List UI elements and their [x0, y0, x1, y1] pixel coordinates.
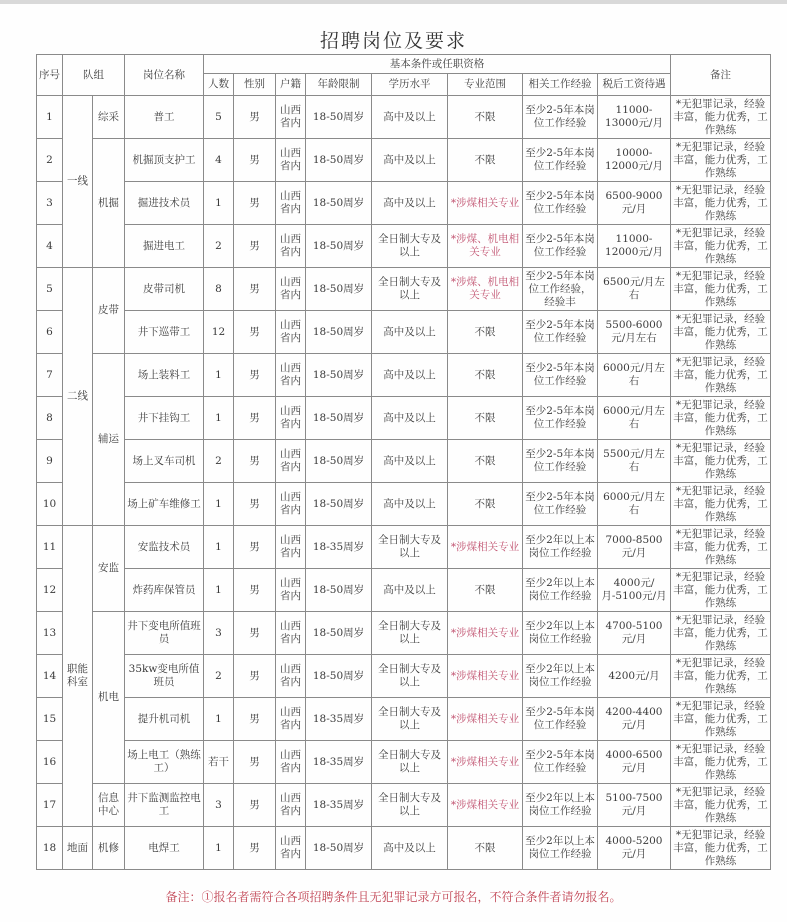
- cell-education: 全日制大专及以上: [372, 784, 448, 827]
- cell-seq: 1: [37, 96, 63, 139]
- cell-hukou: 山西省内: [276, 784, 306, 827]
- cell-seq: 11: [37, 526, 63, 569]
- cell-seq: 12: [37, 569, 63, 612]
- cell-age: 18-50周岁: [306, 96, 372, 139]
- cell-seq: 2: [37, 139, 63, 182]
- cell-age: 18-50周岁: [306, 569, 372, 612]
- cell-education: 全日制大专及以上: [372, 268, 448, 311]
- cell-count: 8: [204, 268, 234, 311]
- cell-count: 1: [204, 182, 234, 225]
- cell-note: *无犯罪记录，经验丰富，能力优秀，工作熟练: [671, 612, 771, 655]
- cell-post: 掘进技术员: [125, 182, 204, 225]
- cell-experience: 至少2-5年本岗位工作经验: [523, 225, 598, 268]
- cell-count: 1: [204, 698, 234, 741]
- table-row: [37, 354, 771, 397]
- cell-note: *无犯罪记录，经验丰富，能力优秀，工作熟练: [671, 139, 771, 182]
- cell-experience: 至少2-5年本岗位工作经验: [523, 311, 598, 354]
- cell-age: 18-50周岁: [306, 354, 372, 397]
- header-education: 学历水平: [372, 74, 448, 96]
- cell-gender: 男: [234, 311, 276, 354]
- table-row: [37, 698, 771, 741]
- cell-education: 全日制大专及以上: [372, 741, 448, 784]
- cell-salary: 6500元/月左右: [598, 268, 671, 311]
- cell-seq: 3: [37, 182, 63, 225]
- cell-major: *涉煤相关专业: [448, 182, 523, 225]
- cell-gender: 男: [234, 612, 276, 655]
- cell-gender: 男: [234, 741, 276, 784]
- cell-experience: 至少2年以上本岗位工作经验: [523, 655, 598, 698]
- cell-education: 全日制大专及以上: [372, 526, 448, 569]
- cell-gender: 男: [234, 440, 276, 483]
- cell-hukou: 山西省内: [276, 827, 306, 870]
- cell-major: 不限: [448, 569, 523, 612]
- cell-note: *无犯罪记录，经验丰富，能力优秀，工作熟练: [671, 526, 771, 569]
- cell-salary: 6000元/月左右: [598, 397, 671, 440]
- team-ground: 地面: [63, 827, 93, 870]
- cell-salary: 6000元/月左右: [598, 483, 671, 526]
- cell-experience: 至少2年以上本岗位工作经验: [523, 827, 598, 870]
- cell-major: 不限: [448, 139, 523, 182]
- cell-count: 1: [204, 526, 234, 569]
- subgroup-zongcai: 综采: [93, 96, 125, 139]
- cell-gender: 男: [234, 268, 276, 311]
- table-row: [37, 483, 771, 526]
- cell-post: 场上装料工: [125, 354, 204, 397]
- cell-major: 不限: [448, 311, 523, 354]
- header-gender: 性别: [234, 74, 276, 96]
- cell-age: 18-35周岁: [306, 741, 372, 784]
- table-row: [37, 655, 771, 698]
- cell-age: 18-35周岁: [306, 784, 372, 827]
- cell-age: 18-35周岁: [306, 526, 372, 569]
- cell-count: 3: [204, 612, 234, 655]
- cell-hukou: 山西省内: [276, 139, 306, 182]
- cell-hukou: 山西省内: [276, 612, 306, 655]
- subgroup-jixiu: 机修: [93, 827, 125, 870]
- subgroup-xinxi: 信息中心: [93, 784, 125, 827]
- cell-salary: 4200元/月: [598, 655, 671, 698]
- cell-experience: 至少2-5年本岗位工作经验: [523, 440, 598, 483]
- cell-age: 18-50周岁: [306, 268, 372, 311]
- cell-count: 1: [204, 354, 234, 397]
- cell-note: *无犯罪记录，经验丰富，能力优秀，工作熟练: [671, 354, 771, 397]
- header-experience: 相关工作经验: [523, 74, 598, 96]
- cell-major: *涉煤相关专业: [448, 784, 523, 827]
- cell-post: 电焊工: [125, 827, 204, 870]
- cell-experience: 至少2-5年本岗位工作经验: [523, 139, 598, 182]
- cell-major: 不限: [448, 354, 523, 397]
- cell-experience: 至少2-5年本岗位工作经验: [523, 741, 598, 784]
- cell-age: 18-50周岁: [306, 440, 372, 483]
- cell-post: 安监技术员: [125, 526, 204, 569]
- cell-experience: 至少2-5年本岗位工作经验: [523, 397, 598, 440]
- cell-hukou: 山西省内: [276, 569, 306, 612]
- cell-note: *无犯罪记录，经验丰富，能力优秀，工作熟练: [671, 225, 771, 268]
- cell-seq: 18: [37, 827, 63, 870]
- table-row: [37, 526, 771, 569]
- cell-count: 4: [204, 139, 234, 182]
- cell-age: 18-50周岁: [306, 225, 372, 268]
- cell-major: *涉煤相关专业: [448, 612, 523, 655]
- cell-note: *无犯罪记录，经验丰富，能力优秀，工作熟练: [671, 784, 771, 827]
- cell-salary: 11000-13000元/月: [598, 96, 671, 139]
- cell-major: *涉煤相关专业: [448, 526, 523, 569]
- cell-count: 12: [204, 311, 234, 354]
- cell-gender: 男: [234, 397, 276, 440]
- cell-count: 1: [204, 483, 234, 526]
- header-post: 岗位名称: [125, 55, 204, 96]
- cell-major: *涉煤、机电相关专业: [448, 268, 523, 311]
- cell-note: *无犯罪记录，经验丰富，能力优秀，工作熟练: [671, 741, 771, 784]
- header-team: 队组: [63, 55, 125, 96]
- cell-age: 18-50周岁: [306, 182, 372, 225]
- subgroup-jidian: 机电: [93, 612, 125, 784]
- cell-experience: 至少2-5年本岗位工作经验: [523, 182, 598, 225]
- cell-salary: 4000元/月-5100元/月: [598, 569, 671, 612]
- header-salary: 税后工资待遇: [598, 74, 671, 96]
- team-line1: 一线: [63, 96, 93, 268]
- cell-salary: 4200-4400元/月: [598, 698, 671, 741]
- cell-post: 普工: [125, 96, 204, 139]
- cell-hukou: 山西省内: [276, 483, 306, 526]
- cell-age: 18-50周岁: [306, 139, 372, 182]
- cell-major: *涉煤、机电相关专业: [448, 225, 523, 268]
- header-hukou: 户籍: [276, 74, 306, 96]
- cell-note: *无犯罪记录，经验丰富，能力优秀，工作熟练: [671, 397, 771, 440]
- cell-salary: 6000元/月左右: [598, 354, 671, 397]
- cell-gender: 男: [234, 827, 276, 870]
- table-row: [37, 569, 771, 612]
- subgroup-anjian: 安监: [93, 526, 125, 612]
- cell-post: 掘进电工: [125, 225, 204, 268]
- page-title: 招聘岗位及要求: [319, 30, 467, 52]
- cell-seq: 10: [37, 483, 63, 526]
- cell-count: 5: [204, 96, 234, 139]
- cell-hukou: 山西省内: [276, 440, 306, 483]
- cell-seq: 5: [37, 268, 63, 311]
- cell-hukou: 山西省内: [276, 526, 306, 569]
- cell-seq: 17: [37, 784, 63, 827]
- cell-seq: 14: [37, 655, 63, 698]
- cell-education: 全日制大专及以上: [372, 655, 448, 698]
- header-seq: 序号: [37, 55, 63, 96]
- subgroup-pidai: 皮带: [93, 268, 125, 354]
- cell-post: 场上叉车司机: [125, 440, 204, 483]
- cell-note: *无犯罪记录，经验丰富，能力优秀，工作熟练: [671, 483, 771, 526]
- table-row: [37, 612, 771, 655]
- cell-experience: 至少2-5年本岗位工作经验: [523, 483, 598, 526]
- cell-experience: 至少2-5年本岗位工作经验: [523, 354, 598, 397]
- cell-education: 高中及以上: [372, 139, 448, 182]
- team-functional: 职能科室: [63, 526, 93, 827]
- cell-major: 不限: [448, 96, 523, 139]
- cell-gender: 男: [234, 784, 276, 827]
- subgroup-jijue: 机掘: [93, 139, 125, 268]
- table-row: [37, 311, 771, 354]
- cell-count: 2: [204, 440, 234, 483]
- cell-gender: 男: [234, 698, 276, 741]
- header-basic-conditions: 基本条件或任职资格: [204, 55, 671, 74]
- cell-seq: 9: [37, 440, 63, 483]
- cell-hukou: 山西省内: [276, 354, 306, 397]
- cell-gender: 男: [234, 569, 276, 612]
- cell-salary: 5500元/月左右: [598, 440, 671, 483]
- cell-post: 井下监测监控电工: [125, 784, 204, 827]
- cell-hukou: 山西省内: [276, 96, 306, 139]
- cell-education: 高中及以上: [372, 182, 448, 225]
- cell-note: *无犯罪记录，经验丰富，能力优秀，工作熟练: [671, 698, 771, 741]
- cell-salary: 4000-5200元/月: [598, 827, 671, 870]
- cell-experience: 至少2-5年本岗位工作经验，经验丰: [523, 268, 598, 311]
- cell-education: 全日制大专及以上: [372, 698, 448, 741]
- cell-education: 全日制大专及以上: [372, 612, 448, 655]
- cell-experience: 至少2年以上本岗位工作经验: [523, 612, 598, 655]
- cell-age: 18-50周岁: [306, 612, 372, 655]
- cell-post: 35kw变电所值班员: [125, 655, 204, 698]
- cell-experience: 至少2年以上本岗位工作经验: [523, 526, 598, 569]
- cell-count: 1: [204, 827, 234, 870]
- cell-major: *涉煤相关专业: [448, 741, 523, 784]
- cell-education: 高中及以上: [372, 96, 448, 139]
- cell-note: *无犯罪记录，经验丰富，能力优秀，工作熟练: [671, 96, 771, 139]
- cell-count: 若干: [204, 741, 234, 784]
- cell-education: 高中及以上: [372, 827, 448, 870]
- cell-post: 皮带司机: [125, 268, 204, 311]
- cell-age: 18-50周岁: [306, 397, 372, 440]
- cell-post: 场上电工（熟练工）: [125, 741, 204, 784]
- cell-note: *无犯罪记录，经验丰富，能力优秀，工作熟练: [671, 569, 771, 612]
- cell-major: 不限: [448, 827, 523, 870]
- header-note: 备注: [671, 55, 771, 96]
- cell-hukou: 山西省内: [276, 655, 306, 698]
- cell-hukou: 山西省内: [276, 225, 306, 268]
- cell-experience: 至少2-5年本岗位工作经验: [523, 698, 598, 741]
- cell-education: 高中及以上: [372, 397, 448, 440]
- cell-salary: 4000-6500元/月: [598, 741, 671, 784]
- cell-age: 18-50周岁: [306, 311, 372, 354]
- cell-salary: 5500-6000元/月左右: [598, 311, 671, 354]
- cell-salary: 5100-7500元/月: [598, 784, 671, 827]
- cell-post: 提升机司机: [125, 698, 204, 741]
- cell-salary: 11000-12000元/月: [598, 225, 671, 268]
- cell-education: 高中及以上: [372, 483, 448, 526]
- cell-post: 井下巡带工: [125, 311, 204, 354]
- footer-note: 备注：①报名者需符合各项招聘条件且无犯罪记录方可报名，不符合条件者请勿报名。: [165, 890, 622, 904]
- cell-seq: 13: [37, 612, 63, 655]
- table-row: [37, 268, 771, 311]
- table-row: [37, 440, 771, 483]
- cell-age: 18-50周岁: [306, 483, 372, 526]
- page-top-edge: [0, 0, 787, 4]
- cell-post: 场上矿车维修工: [125, 483, 204, 526]
- header-age: 年龄限制: [306, 74, 372, 96]
- cell-gender: 男: [234, 96, 276, 139]
- cell-count: 2: [204, 225, 234, 268]
- cell-note: *无犯罪记录，经验丰富，能力优秀，工作熟练: [671, 440, 771, 483]
- cell-gender: 男: [234, 655, 276, 698]
- cell-gender: 男: [234, 483, 276, 526]
- cell-post: 井下挂钩工: [125, 397, 204, 440]
- cell-gender: 男: [234, 526, 276, 569]
- table-body: [37, 96, 771, 870]
- recruitment-table: [36, 54, 771, 870]
- cell-count: 2: [204, 655, 234, 698]
- cell-major: *涉煤相关专业: [448, 655, 523, 698]
- cell-education: 高中及以上: [372, 569, 448, 612]
- table-row: [37, 96, 771, 139]
- subgroup-fuyun: 辅运: [93, 354, 125, 526]
- cell-gender: 男: [234, 139, 276, 182]
- cell-hukou: 山西省内: [276, 397, 306, 440]
- cell-seq: 16: [37, 741, 63, 784]
- cell-major: 不限: [448, 440, 523, 483]
- cell-count: 1: [204, 569, 234, 612]
- cell-salary: 10000-12000元/月: [598, 139, 671, 182]
- cell-count: 1: [204, 397, 234, 440]
- table-row: [37, 139, 771, 182]
- cell-experience: 至少2年以上本岗位工作经验: [523, 569, 598, 612]
- cell-note: *无犯罪记录，经验丰富，能力优秀，工作熟练: [671, 827, 771, 870]
- cell-note: *无犯罪记录，经验丰富，能力优秀，工作熟练: [671, 182, 771, 225]
- cell-education: 全日制大专及以上: [372, 225, 448, 268]
- cell-hukou: 山西省内: [276, 311, 306, 354]
- cell-gender: 男: [234, 225, 276, 268]
- cell-note: *无犯罪记录，经验丰富，能力优秀，工作熟练: [671, 311, 771, 354]
- header-count: 人数: [204, 74, 234, 96]
- cell-hukou: 山西省内: [276, 698, 306, 741]
- cell-post: 井下变电所值班员: [125, 612, 204, 655]
- cell-age: 18-50周岁: [306, 655, 372, 698]
- cell-salary: 6500-9000元/月: [598, 182, 671, 225]
- cell-hukou: 山西省内: [276, 182, 306, 225]
- table-row: [37, 827, 771, 870]
- cell-gender: 男: [234, 182, 276, 225]
- team-line2: 二线: [63, 268, 93, 526]
- cell-education: 高中及以上: [372, 354, 448, 397]
- table-row: [37, 182, 771, 225]
- cell-age: 18-50周岁: [306, 827, 372, 870]
- cell-seq: 8: [37, 397, 63, 440]
- cell-age: 18-35周岁: [306, 698, 372, 741]
- table-row: [37, 397, 771, 440]
- cell-salary: 7000-8500元/月: [598, 526, 671, 569]
- cell-post: 机掘顶支护工: [125, 139, 204, 182]
- cell-hukou: 山西省内: [276, 268, 306, 311]
- cell-hukou: 山西省内: [276, 741, 306, 784]
- table-row: [37, 225, 771, 268]
- cell-major: 不限: [448, 483, 523, 526]
- cell-salary: 4700-5100元/月: [598, 612, 671, 655]
- cell-education: 高中及以上: [372, 311, 448, 354]
- cell-experience: 至少2年以上本岗位工作经验: [523, 784, 598, 827]
- header-major: 专业范围: [448, 74, 523, 96]
- cell-education: 高中及以上: [372, 440, 448, 483]
- cell-seq: 7: [37, 354, 63, 397]
- cell-note: *无犯罪记录，经验丰富，能力优秀，工作熟练: [671, 655, 771, 698]
- cell-note: *无犯罪记录，经验丰富，能力优秀，工作熟练: [671, 268, 771, 311]
- cell-major: 不限: [448, 397, 523, 440]
- table-row: [37, 784, 771, 827]
- cell-count: 3: [204, 784, 234, 827]
- table-row: [37, 741, 771, 784]
- cell-seq: 6: [37, 311, 63, 354]
- cell-seq: 15: [37, 698, 63, 741]
- cell-experience: 至少2-5年本岗位工作经验: [523, 96, 598, 139]
- cell-gender: 男: [234, 354, 276, 397]
- cell-post: 炸药库保管员: [125, 569, 204, 612]
- cell-seq: 4: [37, 225, 63, 268]
- cell-major: *涉煤相关专业: [448, 698, 523, 741]
